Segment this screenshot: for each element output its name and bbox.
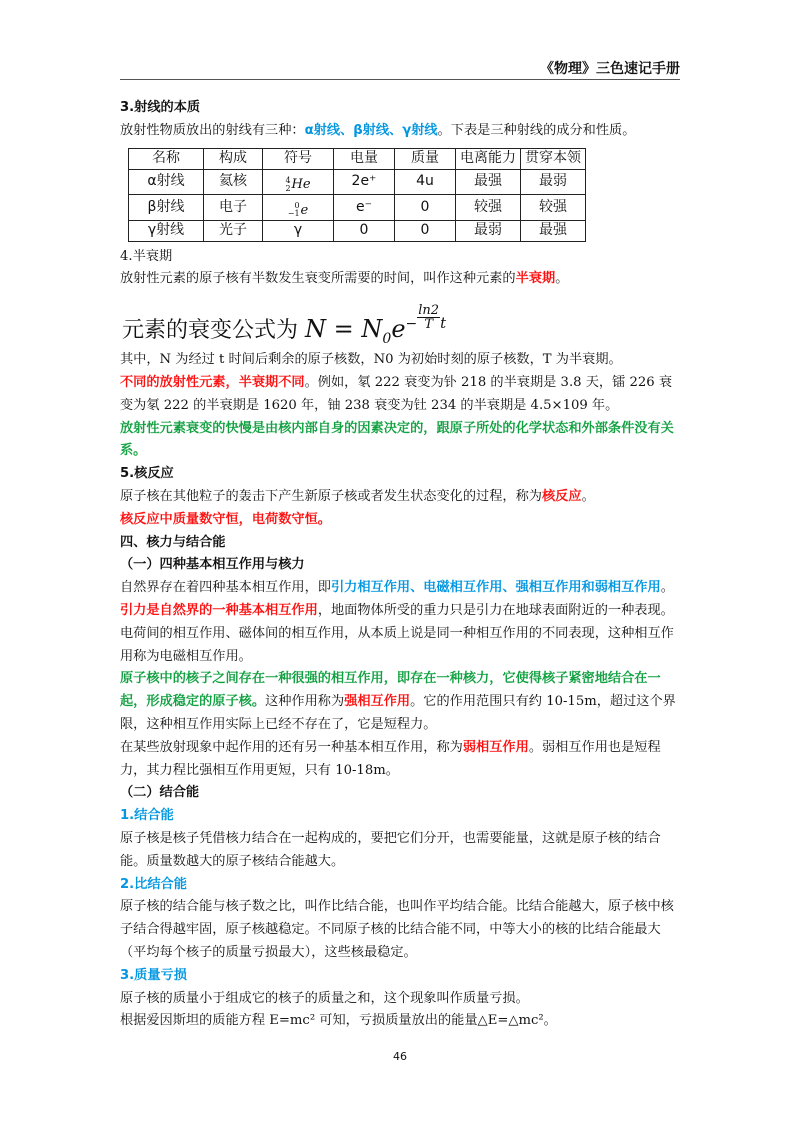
table-row	[129, 220, 586, 241]
formula-label: 元素的衰变公式为	[122, 318, 299, 344]
binding-energy-text: 原子核是核子凭借核力结合在一起构成的，要把它们分开，也需要能量，这就是原子核的结合能。质量数越大的原子核结合能越大。	[120, 830, 661, 869]
decay-formula	[122, 293, 683, 349]
subsection-title: （二）结合能	[120, 785, 200, 801]
half-life-independence: 放射性元素衰变的快慢是由核内部自身的因素决定的，跟原子所处的化学状态和外部条件没有关系。	[120, 420, 674, 459]
table-header-cell: 符号	[263, 148, 334, 169]
table-cell: 较强	[521, 195, 586, 221]
section-title-half-life: 4.半衰期	[120, 248, 173, 264]
table-cell: 氦核	[204, 169, 263, 195]
chapter-title: 四、核力与结合能	[120, 534, 226, 550]
table-cell: γ	[263, 220, 334, 241]
table-cell: 0	[334, 220, 395, 241]
table-row	[129, 195, 586, 221]
nuclear-reaction-conservation: 核反应中质量数守恒，电荷数守恒。	[120, 511, 331, 527]
half-life-definition: 放射性元素的原子核有半数发生衰变所需要的时间，叫作这种元素的半衰期。	[120, 271, 569, 287]
subsection-title: （一）四种基本相互作用与核力	[120, 557, 305, 573]
table-cell: 2e⁺	[334, 169, 395, 195]
table-header-cell: 电离能力	[456, 148, 521, 169]
section-title-nuclear-reaction: 5.核反应	[120, 466, 174, 482]
four-interactions: 自然界存在着四种基本相互作用，即引力相互作用、电磁相互作用、强相互作用和弱相互作用。	[120, 580, 674, 596]
specific-binding-energy-text: 原子核的结合能与核子数之比，叫作比结合能，也叫作平均结合能。比结合能越大，原子核中核子结合得越牢固，原子核越稳定。不同原子核的比结合能不同，中等大小的核的比结合能最大（平均每个核子的质量亏损最大），这些核最稳定。	[120, 899, 674, 960]
table-row	[129, 169, 586, 195]
heading-binding-energy: 1.结合能	[120, 808, 174, 824]
table-cell: 电子	[204, 195, 263, 221]
table-header-cell: 构成	[204, 148, 263, 169]
beta-symbol: 0 −1 e	[263, 195, 334, 221]
table-cell: 最弱	[521, 169, 586, 195]
table-cell: β射线	[129, 195, 204, 221]
gravity-paragraph: 引力是自然界的一种基本相互作用，地面物体所受的重力只是引力在地球表面附近的一种表现。	[120, 602, 674, 618]
table-header-cell: 质量	[395, 148, 456, 169]
rays-list: α射线、β射线、γ射线	[304, 122, 438, 138]
table-header-cell: 贯穿本领	[521, 148, 586, 169]
rays-intro: 放射性物质放出的射线有三种：α射线、β射线、γ射线。下表是三种射线的成分和性质。	[120, 122, 636, 138]
table-cell: 较强	[456, 195, 521, 221]
table-cell: e⁻	[334, 195, 395, 221]
half-life-term: 半衰期	[515, 271, 556, 287]
weak-interaction-paragraph: 在某些放射现象中起作用的还有另一种基本相互作用，称为弱相互作用。弱相互作用也是短程力，其力程比强相互作用更短，只有 10-18m。	[120, 739, 661, 778]
mass-energy-text: 根据爱因斯坦的质能方程 E=mc² 可知，亏损质量放出的能量△E=△mc²。	[120, 1013, 557, 1029]
heading-specific-binding-energy: 2.比结合能	[120, 876, 187, 892]
table-header-row	[129, 148, 586, 169]
formula-math: $N = N_0e^-$ $\frac{\ln 2}{T}$ $^t$	[305, 303, 447, 347]
formula-explanation: 其中，N 为经过 t 时间后剩余的原子核数，N0 为初始时刻的原子核数，T 为半衰期。	[120, 352, 622, 368]
section-title-rays: 3.射线的本质	[120, 100, 201, 115]
table-cell: 0	[395, 195, 456, 221]
table-cell: 最强	[456, 169, 521, 195]
table-cell: 4u	[395, 169, 456, 195]
strong-interaction-paragraph: 原子核中的核子之间存在一种很强的相互作用，即存在一种核力，它使得核子紧密地结合在一起，形成稳定的原子核。这种作用称为强相互作用。它的作用范围只有约 10-15m，超过这个界限，这种相互作用实际上已经不存在了，它是短程力。	[120, 671, 676, 732]
table-header-cell: 名称	[129, 148, 204, 169]
rays-table	[128, 148, 586, 242]
table-cell: 最弱	[456, 220, 521, 241]
table-cell: α射线	[129, 169, 204, 195]
header-rule	[120, 79, 680, 80]
alpha-symbol: 4 2 He	[263, 169, 334, 195]
page-header: 《物理》三色速记手册	[540, 61, 680, 77]
page-content	[120, 97, 683, 1033]
table-cell: 最强	[521, 220, 586, 241]
heading-mass-defect: 3.质量亏损	[120, 967, 187, 983]
table-header-cell: 电量	[334, 148, 395, 169]
electromagnetic-paragraph: 电荷间的相互作用、磁体间的相互作用，从本质上说是同一种相互作用的不同表现，这种相互作用称为电磁相互作用。	[120, 625, 674, 664]
page-number: 46	[393, 1050, 407, 1063]
mass-defect-text: 原子核的质量小于组成它的核子的质量之和，这个现象叫作质量亏损。	[120, 990, 529, 1006]
table-cell: γ射线	[129, 220, 204, 241]
half-life-diff: 不同的放射性元素，半衰期不同。例如，氡 222 衰变为钋 218 的半衰期是 3.8 天，镭 226 衰变为氡 222 的半衰期是 1620 年，铀 238 衰变为钍 234 的半衰期是 4.5×109 年。	[120, 374, 673, 413]
table-cell: 0	[395, 220, 456, 241]
table-cell: 光子	[204, 220, 263, 241]
nuclear-reaction-definition: 原子核在其他粒子的轰击下产生新原子核或者发生状态变化的过程，称为核反应。	[120, 488, 595, 504]
